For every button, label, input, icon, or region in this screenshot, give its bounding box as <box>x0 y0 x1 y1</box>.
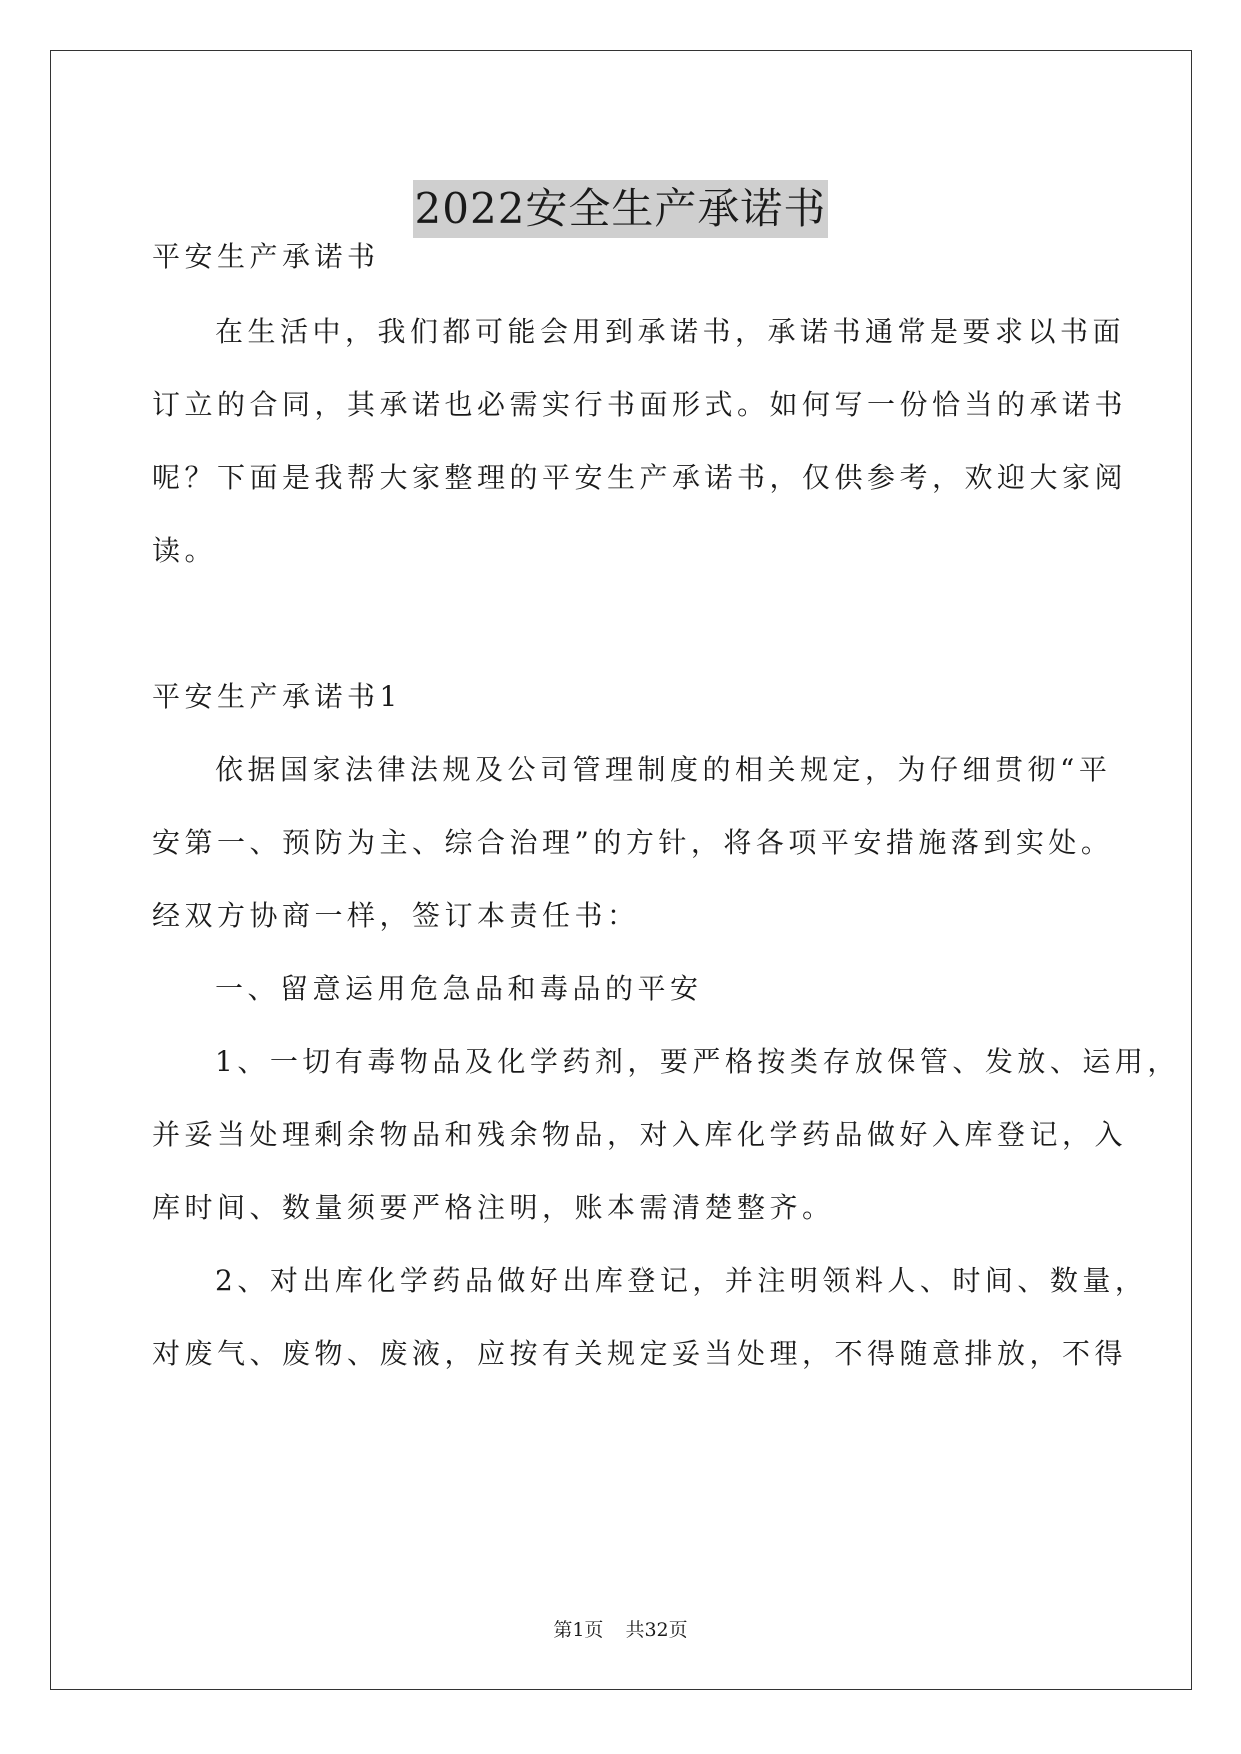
page-total: 共32页 <box>625 1619 688 1641</box>
subsection-heading: 一、留意运用危急品和毒品的平安 <box>215 972 703 1005</box>
paragraph-line: 安第一、预防为主、综合治理”的方针，将各项平安措施落到实处。 <box>152 826 1114 859</box>
paragraph-line: 库时间、数量须要严格注明，账本需清楚整齐。 <box>152 1191 835 1224</box>
paragraph-line: 经双方协商一样，签订本责任书： <box>152 899 640 932</box>
paragraph-line: 在生活中，我们都可能会用到承诺书，承诺书通常是要求以书面 <box>215 315 1126 348</box>
page-footer <box>0 1615 1241 1642</box>
paragraph-line: 并妥当处理剩余物品和残余物品，对入库化学药品做好入库登记，入 <box>152 1118 1128 1151</box>
paragraph-line: 读。 <box>152 534 218 567</box>
paragraph-line: 1、一切有毒物品及化学药剂，要严格按类存放保管、发放、运用， <box>215 1045 1180 1078</box>
paragraph-line: 依据国家法律法规及公司管理制度的相关规定，为仔细贯彻“平 <box>215 753 1112 786</box>
section-heading: 平安生产承诺书 <box>152 240 380 273</box>
section-heading: 平安生产承诺书1 <box>152 680 402 713</box>
paragraph-line: 订立的合同，其承诺也必需实行书面形式。如何写一份恰当的承诺书 <box>152 388 1128 421</box>
paragraph-line: 2、对出库化学药品做好出库登记，并注明领料人、时间、数量， <box>215 1264 1148 1297</box>
document-title: 2022安全生产承诺书 <box>413 180 829 238</box>
paragraph-line: 呢？下面是我帮大家整理的平安生产承诺书，仅供参考，欢迎大家阅 <box>152 461 1128 494</box>
page-number: 第1页 <box>553 1619 604 1641</box>
page-border <box>50 50 1192 1690</box>
paragraph-line: 对废气、废物、废液，应按有关规定妥当处理，不得随意排放，不得 <box>152 1337 1128 1370</box>
